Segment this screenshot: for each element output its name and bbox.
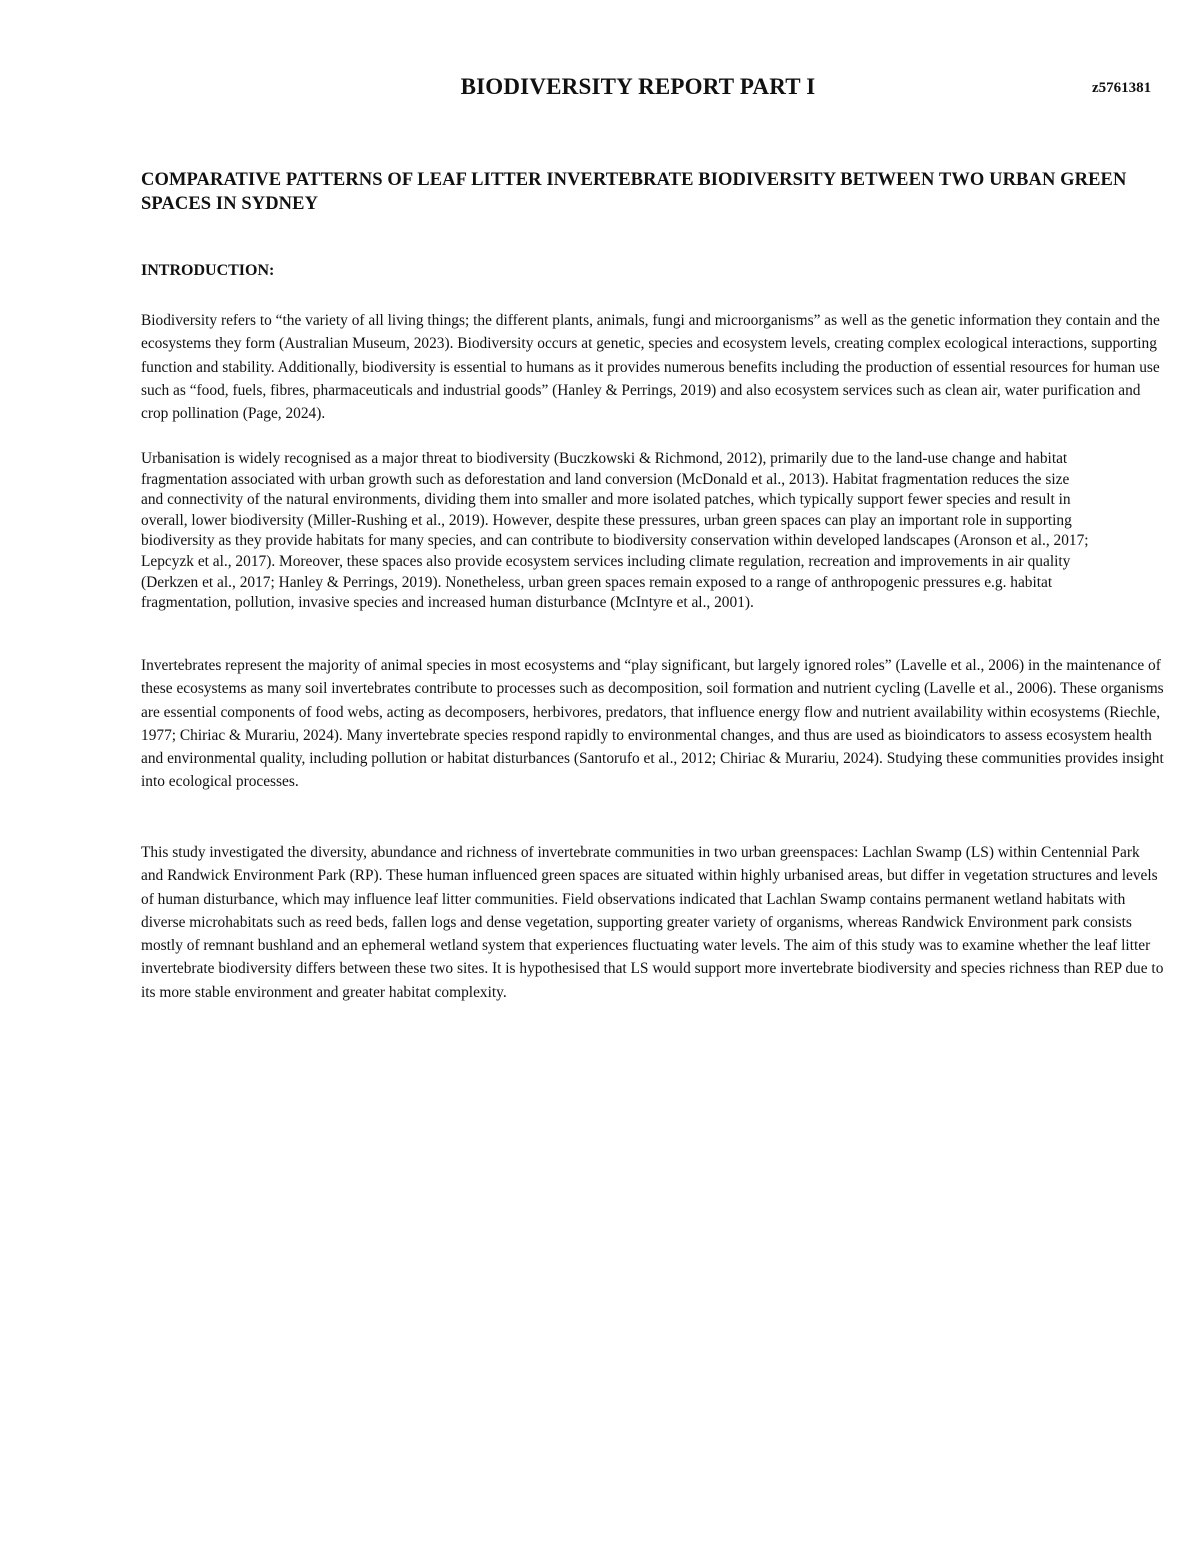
intro-paragraph-study-aim: This study investigated the diversity, abundance and richness of invertebrate communities in two urban greenspaces: Lachlan Swamp (LS) within Centennial Park and Randwick Environment Park (RP). These human influenced green spaces are situated within highly urbanised areas, but differ in vegetation structures and levels of human disturbance, which may influence leaf litter communities. Field observations indicated that Lachlan Swamp contains permanent wetland habitats with diverse microhabitats such as reed beds, fallen logs and dense vegetation, supporting greater variety of organisms, whereas Randwick Environment park consists mostly of remnant bushland and an ephemeral wetland system that experiences fluctuating water levels. The aim of this study was to examine whether the leaf litter invertebrate biodiversity differs between these two sites. It is hypothesised that LS would support more invertebrate biodiversity and species richness than REP due to its more stable environment and greater habitat complexity. [141, 844, 1164, 1001]
intro-paragraph-invertebrates: Invertebrates represent the majority of animal species in most ecosystems and “play significant, but largely ignored roles” (Lavelle et al., 2006) in the maintenance of these ecosystems as many soil invertebrates contribute to processes such as decomposition, soil formation and nutrient cycling (Lavelle et al., 2006). These organisms are essential components of food webs, acting as decomposers, herbivores, predators, that influence energy flow and nutrient availability within ecosystems (Riechle, 1977; Chiriac & Murariu, 2024). Many invertebrate species respond rapidly to environmental changes, and thus are used as bioindicators to assess ecosystem health and environmental quality, including pollution or habitat disturbances (Santorufo et al., 2012; Chiriac & Murariu, 2024). Studying these communities provides insight into ecological processes. [141, 657, 1164, 791]
introduction-heading: INTRODUCTION: [141, 262, 275, 279]
paper-title: COMPARATIVE PATTERNS OF LEAF LITTER INVERTEBRATE BIODIVERSITY BETWEEN TWO URBAN GREEN SPACES IN SYDNEY [141, 170, 1127, 214]
intro-paragraph-biodiversity: Biodiversity refers to “the variety of all living things; the different plants, animals, fungi and microorganisms” as well as the genetic information they contain and the ecosystems they form (Australian Museum, 2023). Biodiversity occurs at genetic, species and ecosystem levels, creating complex ecological interactions, supporting function and stability. Additionally, biodiversity is essential to humans as it provides numerous benefits including the production of essential resources for human use such as “food, fuels, fibres, pharmaceuticals and industrial goods” (Hanley & Perrings, 2019) and also ecosystem services such as clean air, water purification and crop pollination (Page, 2024). [141, 312, 1160, 423]
intro-paragraph-urbanisation: Urbanisation is widely recognised as a major threat to biodiversity (Buczkowski & Richmond, 2012), primarily due to the land-use change and habitat fragmentation associated with urban growth such as deforestation and land conversion (McDonald et al., 2013). Habitat fragmentation reduces the size and connectivity of the natural environments, dividing them into smaller and more isolated patches, which typically support fewer species and result in overall, lower biodiversity (Miller-Rushing et al., 2019). However, despite these pressures, urban green spaces can play an important role in supporting biodiversity as they provide habitats for many species, and can contribute to biodiversity conservation within developed landscapes (Aronson et al., 2017; Lepcyzk et al., 2017). Moreover, these spaces also provide ecosystem services including climate regulation, recreation and improvements in air quality (Derkzen et al., 2017; Hanley & Perrings, 2019). Nonetheless, urban green spaces remain exposed to a range of anthropogenic pressures e.g. habitat fragmentation, pollution, invasive species and increased human disturbance (McIntyre et al., 2001). [141, 450, 1089, 612]
student-id: z5761381 [1092, 80, 1152, 96]
report-title: BIODIVERSITY REPORT PART I [460, 74, 816, 99]
